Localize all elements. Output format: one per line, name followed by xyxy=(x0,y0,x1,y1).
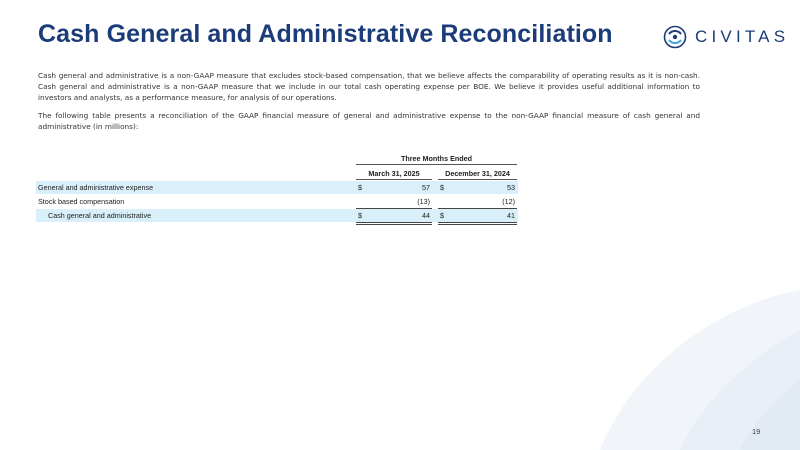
value-december-2024: 41 xyxy=(507,211,515,220)
logo-wordmark: CIVITAS xyxy=(695,27,790,46)
value-march-2025: 44 xyxy=(422,211,430,220)
value-march-2025: (13) xyxy=(417,197,430,206)
column-header-december-2024: December 31, 2024 xyxy=(438,168,517,180)
total-double-rule xyxy=(438,222,517,225)
row-label: General and administrative expense xyxy=(38,183,154,192)
currency-symbol: $ xyxy=(358,211,362,220)
table-row xyxy=(36,209,518,222)
page-number: 19 xyxy=(752,427,761,436)
intro-paragraph: Cash general and administrative is a non-GAAP measure that excludes stock-based compensation, that we believe affects the comparability of operating results as it is non-cash. Cash general and administrative is a non-GAAP measure that we include in our total cash operating expense per BOE. We believe it provides useful additional information to investors and analysts, as a performance measure, for analysis of our operations. xyxy=(38,71,700,102)
civitas-swirl-icon xyxy=(663,25,687,49)
value-december-2024: (12) xyxy=(502,197,515,206)
table-description-paragraph: The following table presents a reconciliation of the GAAP financial measure of general and administrative expense to the non-GAAP financial measure of cash general and administrative (in millions): xyxy=(38,111,700,131)
table-row xyxy=(36,181,518,194)
currency-symbol: $ xyxy=(358,183,362,192)
page-title: Cash General and Administrative Reconciliation xyxy=(38,20,613,48)
company-logo xyxy=(663,24,789,50)
row-label: Cash general and administrative xyxy=(48,211,152,220)
column-header-march-2025: March 31, 2025 xyxy=(356,168,432,180)
total-double-rule xyxy=(356,222,432,225)
currency-symbol: $ xyxy=(440,211,444,220)
table-group-header: Three Months Ended xyxy=(356,153,517,165)
value-december-2024: 53 xyxy=(507,183,515,192)
value-march-2025: 57 xyxy=(422,183,430,192)
row-label: Stock based compensation xyxy=(38,197,125,206)
table-row xyxy=(36,195,518,208)
currency-symbol: $ xyxy=(440,183,444,192)
